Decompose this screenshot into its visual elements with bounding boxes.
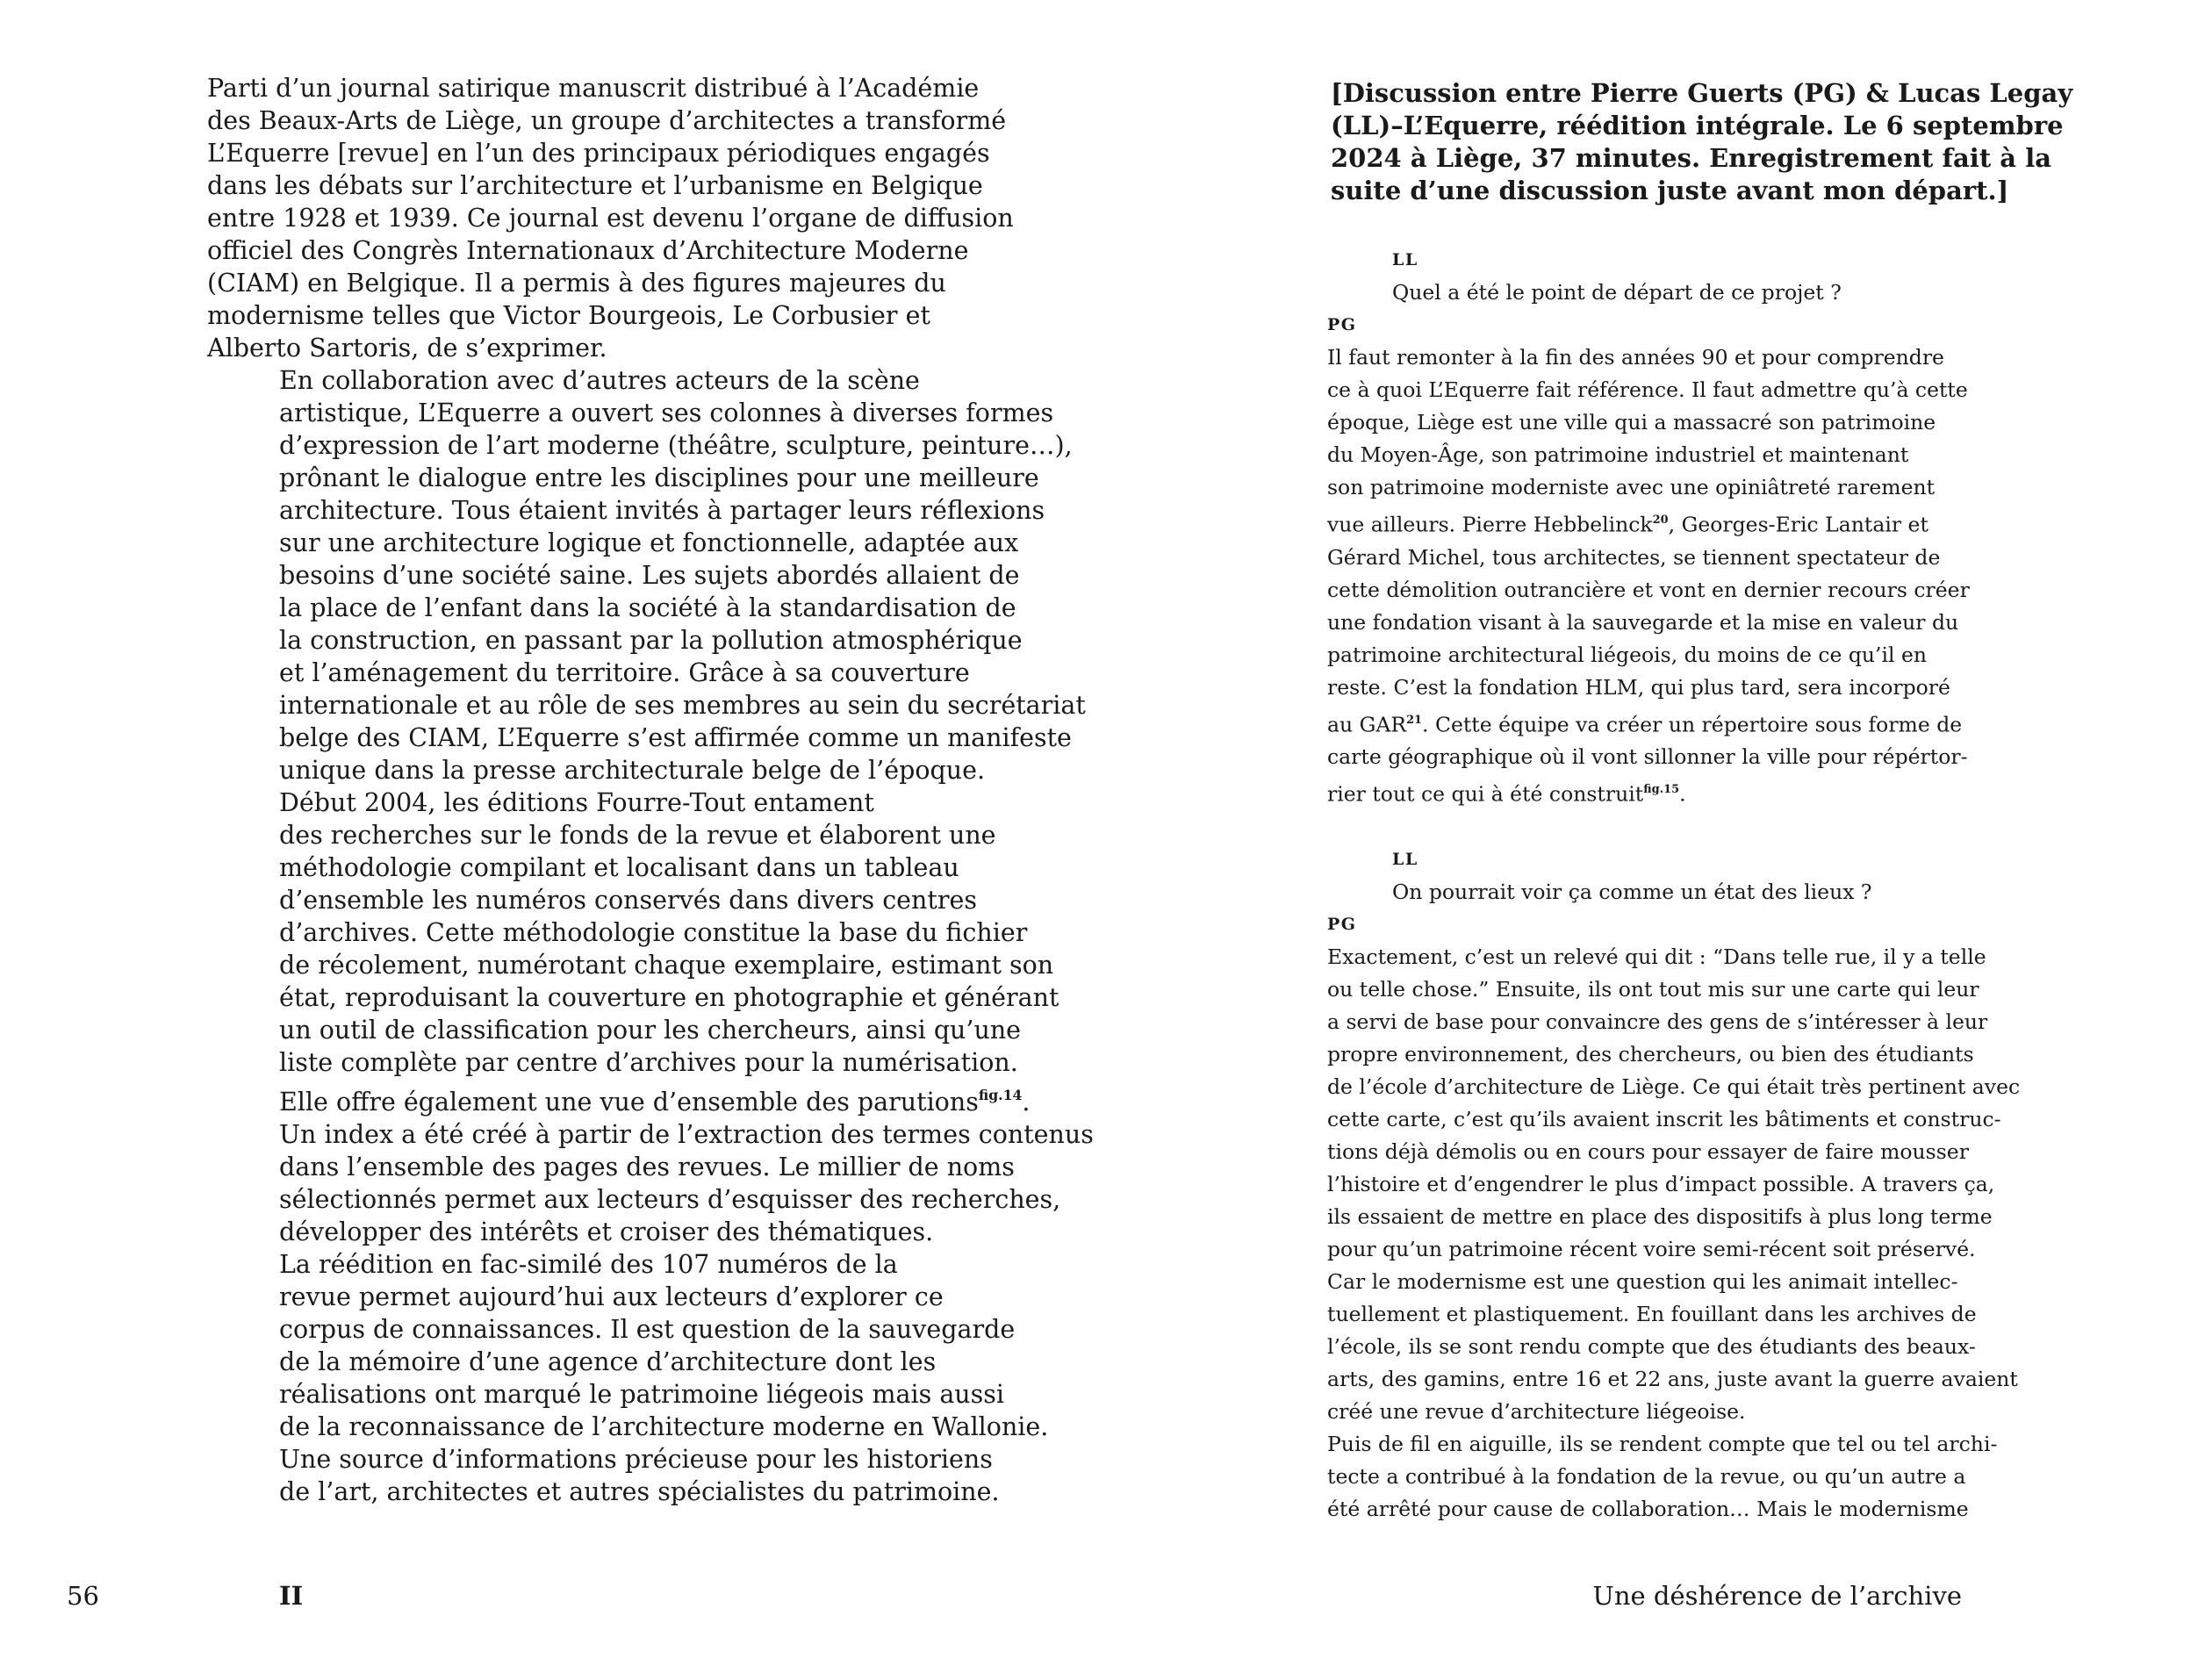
text-line: Il faut remonter à la fin des années 90 et pour comprendre: [1327, 345, 1944, 370]
text-line: vue ailleurs. Pierre Hebbelinck$^{20}$, Georges-Eric Lantair et: [1327, 512, 1928, 537]
text-line: rier tout ce qui à été construit$^{fig.15}$.: [1327, 782, 1686, 808]
text-line: propre environnement, des chercheurs, ou bien des étudiants: [1327, 1042, 1974, 1067]
text-line: corpus de connaissances. Il est question de la sauvegarde: [279, 1314, 1016, 1344]
body-paragraph: [207, 1248, 1049, 1508]
text-line: de récolement, numérotant chaque exemplaire, estimant son: [279, 951, 1054, 980]
text-line: Début 2004, les éditions Fourre-Tout entament: [279, 788, 874, 817]
body-paragraph: [207, 364, 1086, 786]
text-line: cette carte, c’est qu’ils avaient inscrit les bâtiments et construc-: [1327, 1107, 2001, 1132]
left-body-text: [207, 72, 1094, 1508]
text-line: Car le modernisme est une question qui les animait intellec-: [1327, 1269, 1958, 1295]
text-line: d’archives. Cette méthodologie constitue la base du fichier: [279, 918, 1028, 947]
text-line: du Moyen-Âge, son patrimoine industriel et maintenant: [1327, 442, 1909, 467]
text-line: la construction, en passant par la pollution atmosphérique: [279, 626, 1023, 655]
interview-heading: [1331, 77, 2073, 207]
running-title: Une déshérence de l’archive: [1592, 1581, 1962, 1611]
text-line: l’école, ils se sont rendu compte que des étudiants des beaux-: [1327, 1334, 1976, 1360]
text-line: liste complète par centre d’archives pour la numérisation.: [279, 1048, 1018, 1077]
text-line: Un index a été créé à partir de l’extraction des termes contenus: [279, 1119, 1094, 1149]
text-line: sélectionnés permet aux lecteurs d’esquisser des recherches,: [279, 1184, 1061, 1214]
text-line: reste. C’est la fondation HLM, qui plus tard, sera incorporé: [1327, 674, 1950, 700]
text-line: artistique, L’Equerre a ouvert ses colonnes à diverses formes: [279, 399, 1054, 427]
text-line: ce à quoi L’Equerre fait référence. Il faut admettre qu’à cette: [1327, 377, 1968, 402]
body-paragraph: [207, 786, 1094, 1248]
text-line: la place de l’enfant dans la société à la standardisation de: [279, 593, 1016, 622]
text-line: modernisme telles que Victor Bourgeois, Le Corbusier et: [207, 301, 930, 330]
text-line: dans les débats sur l’architecture et l’urbanisme en Belgique: [207, 171, 983, 200]
text-line: Gérard Michel, tous architectes, se tiennent spectateur de: [1327, 544, 1941, 570]
text-line: des Beaux-Arts de Liège, un groupe d’architectes a transformé: [207, 106, 1007, 135]
text-line: arts, des gamins, entre 16 et 22 ans, juste avant la guerre avaient: [1327, 1367, 2018, 1392]
text-line: au GAR$^{21}$. Cette équipe va créer un répertoire sous forme de: [1327, 712, 1963, 737]
text-line: belge des CIAM, L’Equerre s’est affirmée comme un manifeste: [279, 723, 1072, 752]
footnote-marker: 20: [1652, 514, 1669, 527]
text-line: revue permet aujourd’hui aux lecteurs d’explorer ce: [279, 1282, 944, 1311]
text-line: cette démolition outrancière et vont en dernier recours créer: [1327, 577, 1970, 602]
text-line: La réédition en fac-similé des 107 numéros de la: [279, 1249, 898, 1279]
text-line: En collaboration avec d’autres acteurs de la scène: [279, 366, 920, 395]
text-line: tuellement et plastiquement. En fouillant dans les archives de: [1327, 1302, 1977, 1327]
text-line: son patrimoine moderniste avec une opiniâtreté rarement: [1327, 475, 1936, 499]
text-line: créé une revue d’architecture liégeoise.: [1327, 1399, 1746, 1425]
text-line: tions déjà démolis ou en cours pour essayer de faire mousser: [1327, 1139, 1969, 1165]
heading-line: (LL)–L’Equerre, réédition intégrale. Le 6 septembre: [1331, 111, 2064, 140]
text-line: été arrêté pour cause de collaboration… Mais le modernisme: [1327, 1497, 1969, 1522]
right-page: [1106, 0, 2212, 1659]
interview-dialog: [1327, 244, 2196, 1526]
speaker-label-pg: PG: [1327, 315, 1357, 334]
text-line: prônant le dialogue entre les disciplines pour une meilleure: [279, 463, 1039, 492]
text-line: besoins d’une société saine. Les sujets abordés allaient de: [279, 561, 1020, 590]
text-line: entre 1928 et 1939. Ce journal est devenu l’organe de diffusion: [207, 204, 1014, 233]
text-line: dans l’ensemble des pages des revues. Le millier de noms: [279, 1152, 1015, 1181]
text-line: Une source d’informations précieuse pour les historiens: [279, 1444, 993, 1474]
text-line: développer des intérêts et croiser des thématiques.: [279, 1217, 934, 1246]
text-line: internationale et au rôle de ses membres au sein du secrétariat: [279, 691, 1086, 720]
text-line: ils essaient de mettre en place des dispositifs à plus long terme: [1327, 1204, 1993, 1230]
text-line: et l’aménagement du territoire. Grâce à sa couverture: [279, 658, 970, 687]
text-line: un outil de classification pour les chercheurs, ainsi qu’une: [279, 1016, 1022, 1045]
speaker-label-pg: PG: [1327, 915, 1357, 935]
speaker-label-ll: LL: [1392, 850, 1418, 870]
body-paragraph: [207, 72, 1014, 364]
text-line: Exactement, c’est un relevé qui dit : “Dans telle rue, il y a telle: [1327, 944, 1986, 970]
text-line: L’Equerre [revue] en l’un des principaux périodiques engagés: [207, 139, 990, 168]
text-line: de l’école d’architecture de Liège. Ce qui était très pertinent avec: [1327, 1074, 2021, 1100]
text-line: carte géographique où il vont sillonner la ville pour répértor-: [1327, 744, 1968, 770]
text-line: pour qu’un patrimoine récent voire semi-récent soit préservé.: [1327, 1237, 1976, 1262]
text-line: époque, Liège est une ville qui a massacré son patrimoine: [1327, 410, 1936, 434]
text-line: unique dans la presse architecturale belge de l’époque.: [279, 756, 986, 785]
text-line: méthodologie compilant et localisant dans un tableau: [279, 853, 959, 882]
text-line: une fondation visant à la sauvegarde et la mise en valeur du: [1327, 609, 1959, 635]
text-line: d’ensemble les numéros conservés dans divers centres: [279, 886, 977, 915]
text-line: réalisations ont marqué le patrimoine liégeois mais aussi: [279, 1379, 1005, 1409]
answer-1: [1327, 341, 2196, 811]
text-line: architecture. Tous étaient invités à partager leurs réflexions: [279, 496, 1045, 525]
text-line: d’expression de l’art moderne (théâtre, sculpture, peinture…),: [279, 431, 1073, 460]
text-line: état, reproduisant la couverture en photographie et générant: [279, 983, 1059, 1012]
text-line: Parti d’un journal satirique manuscrit distribué à l’Académie: [207, 74, 980, 103]
text-line: des recherches sur le fonds de la revue et élaborent une: [279, 821, 996, 850]
figure-reference: fig.14: [978, 1087, 1023, 1103]
question-1: Quel a été le point de départ de ce projet ?: [1392, 280, 1842, 305]
text-line: ou telle chose.” Ensuite, ils ont tout mis sur une carte qui leur: [1327, 977, 1979, 1002]
footnote-marker: 21: [1406, 713, 1423, 727]
text-line: sur une architecture logique et fonctionnelle, adaptée aux: [279, 528, 1019, 557]
text-line: tecte a contribué à la fondation de la revue, ou qu’un autre a: [1327, 1464, 1966, 1490]
text-line: Alberto Sartoris, de s’exprimer.: [207, 334, 607, 363]
heading-line: [Discussion entre Pierre Guerts (PG) & Lucas Legay: [1331, 78, 2073, 108]
question-2: On pourrait voir ça comme un état des lieux ?: [1392, 880, 1872, 905]
heading-line: 2024 à Liège, 37 minutes. Enregistrement fait à la: [1331, 143, 2052, 173]
page-number: 56: [67, 1581, 99, 1611]
heading-line: suite d’une discussion juste avant mon départ.]: [1331, 176, 2009, 205]
text-line: de l’art, architectes et autres spécialistes du patrimoine.: [279, 1476, 1000, 1506]
text-line: patrimoine architectural liégeois, du moins de ce qu’il en: [1327, 642, 1928, 667]
text-line: l’histoire et d’engendrer le plus d’impact possible. A travers ça,: [1327, 1172, 1995, 1197]
text-line: officiel des Congrès Internationaux d’Architecture Moderne: [207, 236, 969, 265]
answer-2: [1327, 941, 2196, 1526]
text-line: de la reconnaissance de l’architecture moderne en Wallonie.: [279, 1411, 1049, 1441]
text-line: (CIAM) en Belgique. Il a permis à des figures majeures du: [207, 269, 946, 298]
text-line: Elle offre également une vue d’ensemble des parutions$^{fig.14}$.: [279, 1087, 1031, 1117]
figure-reference: fig.15: [1643, 783, 1680, 797]
speaker-label-ll: LL: [1392, 250, 1418, 269]
text-line: Puis de fil en aiguille, ils se rendent compte que tel ou tel archi-: [1327, 1432, 1998, 1457]
text-line: de la mémoire d’une agence d’architecture dont les: [279, 1347, 937, 1376]
part-number: II: [279, 1581, 304, 1611]
text-line: a servi de base pour convaincre des gens de s’intéresser à leur: [1327, 1009, 1988, 1035]
